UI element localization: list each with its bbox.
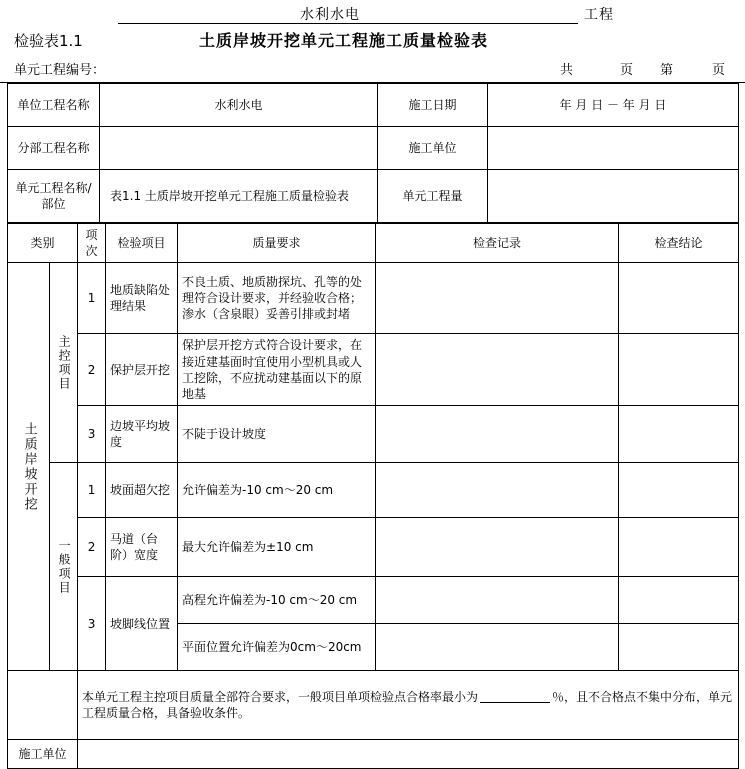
row-requirement: 高程允许偏差为-10 cm～20 cm xyxy=(178,577,376,624)
unit-project-part-value[interactable]: 表1.1 土质岸坡开挖单元工程施工质量检验表 xyxy=(100,170,378,223)
col-header-category: 类别 xyxy=(8,224,78,263)
row-requirement: 最大允许偏差为±10 cm xyxy=(178,518,376,577)
page-number-label: 第 xyxy=(660,63,674,78)
row-item: 坡面超欠挖 xyxy=(106,463,178,518)
row-no: 2 xyxy=(78,334,106,406)
inspection-table xyxy=(7,223,739,769)
form-number: 检验表1.1 xyxy=(14,32,83,50)
row-requirement: 不陡于设计坡度 xyxy=(178,406,376,463)
bottom-construction-unit-label: 施工单位 xyxy=(8,740,78,769)
row-item: 坡脚线位置 xyxy=(106,577,178,671)
footer-note-part2: ％，且不合格点不集中分布，单元工程质量合格，具备验收条件。 xyxy=(82,689,733,721)
group-main-control xyxy=(50,263,78,463)
footer-left-cell xyxy=(8,671,78,740)
document-header xyxy=(0,0,745,26)
division-project-name-label: 分部工程名称 xyxy=(8,127,100,170)
col-header-record: 检查记录 xyxy=(376,224,619,263)
construction-date-label: 施工日期 xyxy=(378,84,488,127)
row-record[interactable] xyxy=(376,406,619,463)
row-conclusion[interactable] xyxy=(619,263,739,334)
row-item: 边坡平均坡度 xyxy=(106,406,178,463)
category-cell xyxy=(8,263,50,671)
info-table xyxy=(7,83,739,223)
row-conclusion[interactable] xyxy=(619,406,739,463)
footer-note-row xyxy=(8,671,739,740)
row-conclusion[interactable] xyxy=(619,518,739,577)
footer-note-part1: 本单元工程主控项目质量全部符合要求，一般项目单项检验点合格率最小为 xyxy=(82,689,479,704)
row-record[interactable] xyxy=(376,463,619,518)
row-no: 2 xyxy=(78,518,106,577)
page-total-unit: 页 xyxy=(620,63,634,78)
group-general-label: 一般项目 xyxy=(57,538,72,595)
row-conclusion-2[interactable] xyxy=(619,624,739,671)
header-underline xyxy=(118,23,578,24)
row-no: 1 xyxy=(78,463,106,518)
row-record[interactable] xyxy=(376,518,619,577)
division-project-name-value[interactable] xyxy=(100,127,378,170)
construction-unit-label: 施工单位 xyxy=(378,127,488,170)
construction-unit-value[interactable] xyxy=(488,127,739,170)
table-row xyxy=(8,170,739,223)
row-item: 马道（台阶）宽度 xyxy=(106,518,178,577)
bottom-construction-unit-value[interactable] xyxy=(78,740,739,769)
footer-note-cell xyxy=(78,671,739,740)
row-requirement: 保护层开挖方式符合设计要求，在接近建基面时宜使用小型机具或人工挖除，不应扰动建基面以下的原地基 xyxy=(178,334,376,406)
table-row xyxy=(8,463,739,518)
table-row xyxy=(8,334,739,406)
unit-number-row xyxy=(0,56,745,83)
row-no: 3 xyxy=(78,406,106,463)
row-record[interactable] xyxy=(376,263,619,334)
col-header-no: 项次 xyxy=(78,224,106,263)
table-header-row xyxy=(8,224,739,263)
table-row xyxy=(8,406,739,463)
title-row xyxy=(0,26,745,56)
project-name-header: 水利水电 xyxy=(300,7,360,23)
unit-project-name-value[interactable]: 水利水电 xyxy=(100,84,378,127)
group-general xyxy=(50,463,78,671)
pass-rate-blank[interactable] xyxy=(480,702,550,703)
page-number-unit: 页 xyxy=(712,63,726,78)
construction-date-value[interactable]: 年 月 日 － 年 月 日 xyxy=(488,84,739,127)
row-no: 3 xyxy=(78,577,106,671)
row-item: 地质缺陷处理结果 xyxy=(106,263,178,334)
row-record[interactable] xyxy=(376,577,619,624)
row-requirement-2: 平面位置允许偏差为0cm～20cm xyxy=(178,624,376,671)
unit-project-qty-label: 单元工程量 xyxy=(378,170,488,223)
page-total-label: 共 xyxy=(560,63,574,78)
unit-project-qty-value[interactable] xyxy=(488,170,739,223)
unit-project-name-label: 单位工程名称 xyxy=(8,84,100,127)
col-header-item: 检验项目 xyxy=(106,224,178,263)
category-label: 土质岸坡开挖 xyxy=(21,421,37,512)
row-requirement: 允许偏差为-10 cm～20 cm xyxy=(178,463,376,518)
col-header-requirement: 质量要求 xyxy=(178,224,376,263)
row-conclusion[interactable] xyxy=(619,334,739,406)
row-record[interactable] xyxy=(376,334,619,406)
row-item: 保护层开挖 xyxy=(106,334,178,406)
group-main-control-label: 主控项目 xyxy=(57,334,72,391)
row-conclusion[interactable] xyxy=(619,463,739,518)
row-conclusion[interactable] xyxy=(619,577,739,624)
table-row xyxy=(8,127,739,170)
row-record-2[interactable] xyxy=(376,624,619,671)
page-title: 土质岸坡开挖单元工程施工质量检验表 xyxy=(199,31,489,50)
project-suffix-header: 工程 xyxy=(584,7,614,23)
unit-number-label: 单元工程编号： xyxy=(14,63,106,78)
row-requirement: 不良土质、地质勘探坑、孔等的处理符合设计要求，并经验收合格；渗水（含泉眼）妥善引排或封堵 xyxy=(178,263,376,334)
unit-project-part-label: 单元工程名称/部位 xyxy=(8,170,100,223)
table-row xyxy=(8,84,739,127)
bottom-row xyxy=(8,740,739,769)
table-row xyxy=(8,577,739,624)
table-row xyxy=(8,263,739,334)
table-row xyxy=(8,518,739,577)
col-header-conclusion: 检查结论 xyxy=(619,224,739,263)
row-no: 1 xyxy=(78,263,106,334)
